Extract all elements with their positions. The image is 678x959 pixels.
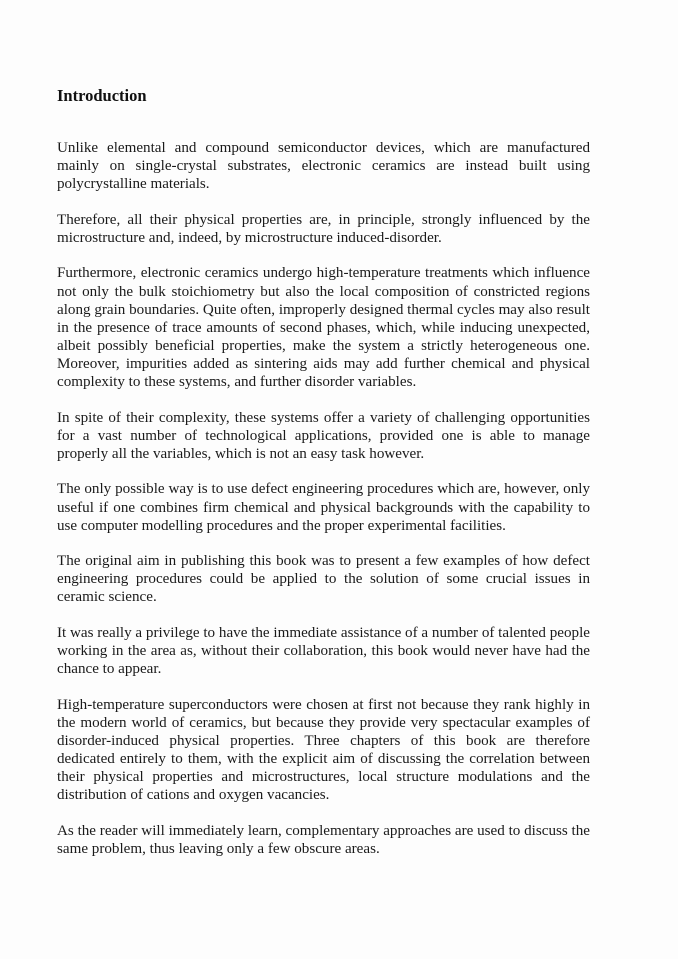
paragraph-1: Unlike elemental and compound semiconductor devices, which are manufactured mainly on single-crystal substrates, electronic ceramics are instead built using polycrystalline materials. (57, 140, 590, 193)
page-title: Introduction (57, 86, 147, 105)
paragraph-3: Furthermore, electronic ceramics undergo high-temperature treatments which influence not only the bulk stoichiometry but also the local composition of constricted regions along grain boundaries. Quite often, improperly designed thermal cycles may also result in the presence of trace amounts of second phases, which, while inducing unexpected, albeit possibly beneficial properties, make the system a strictly heterogeneous one. Moreover, impurities added as sintering aids may add further chemical and physical complexity to these systems, and further disorder variables. (57, 265, 590, 391)
paragraph-6: The original aim in publishing this book was to present a few examples of how defect engineering procedures could be applied to the solution of some crucial issues in ceramic science. (57, 553, 590, 606)
paragraph-8: High-temperature superconductors were chosen at first not because they rank highly in the modern world of ceramics, but because they provide very spectacular examples of disorder-induced physical properties. Three chapters of this book are therefore dedicated entirely to them, with the explicit aim of discussing the correlation between their physical properties and microstructures, local structure modulations and the distribution of cations and oxygen vacancies. (57, 696, 590, 804)
paragraph-5: The only possible way is to use defect engineering procedures which are, however, only useful if one combines firm chemical and physical backgrounds with the capability to use computer modelling procedures and the proper experimental facilities. (57, 481, 590, 534)
paragraph-9: As the reader will immediately learn, complementary approaches are used to discuss the same problem, thus leaving only a few obscure areas. (57, 822, 590, 857)
paragraph-7: It was really a privilege to have the immediate assistance of a number of talented people working in the area as, without their collaboration, this book would never have had the chance to appear. (57, 624, 590, 678)
paragraph-2: Therefore, all their physical properties are, in principle, strongly influenced by the microstructure and, indeed, by microstructure induced-disorder. (57, 211, 590, 246)
body-text (57, 139, 590, 876)
paragraph-4: In spite of their complexity, these systems offer a variety of challenging opportunities for a vast number of technological applications, provided one is able to manage properly all the variables, which is not an easy task however. (57, 409, 590, 462)
